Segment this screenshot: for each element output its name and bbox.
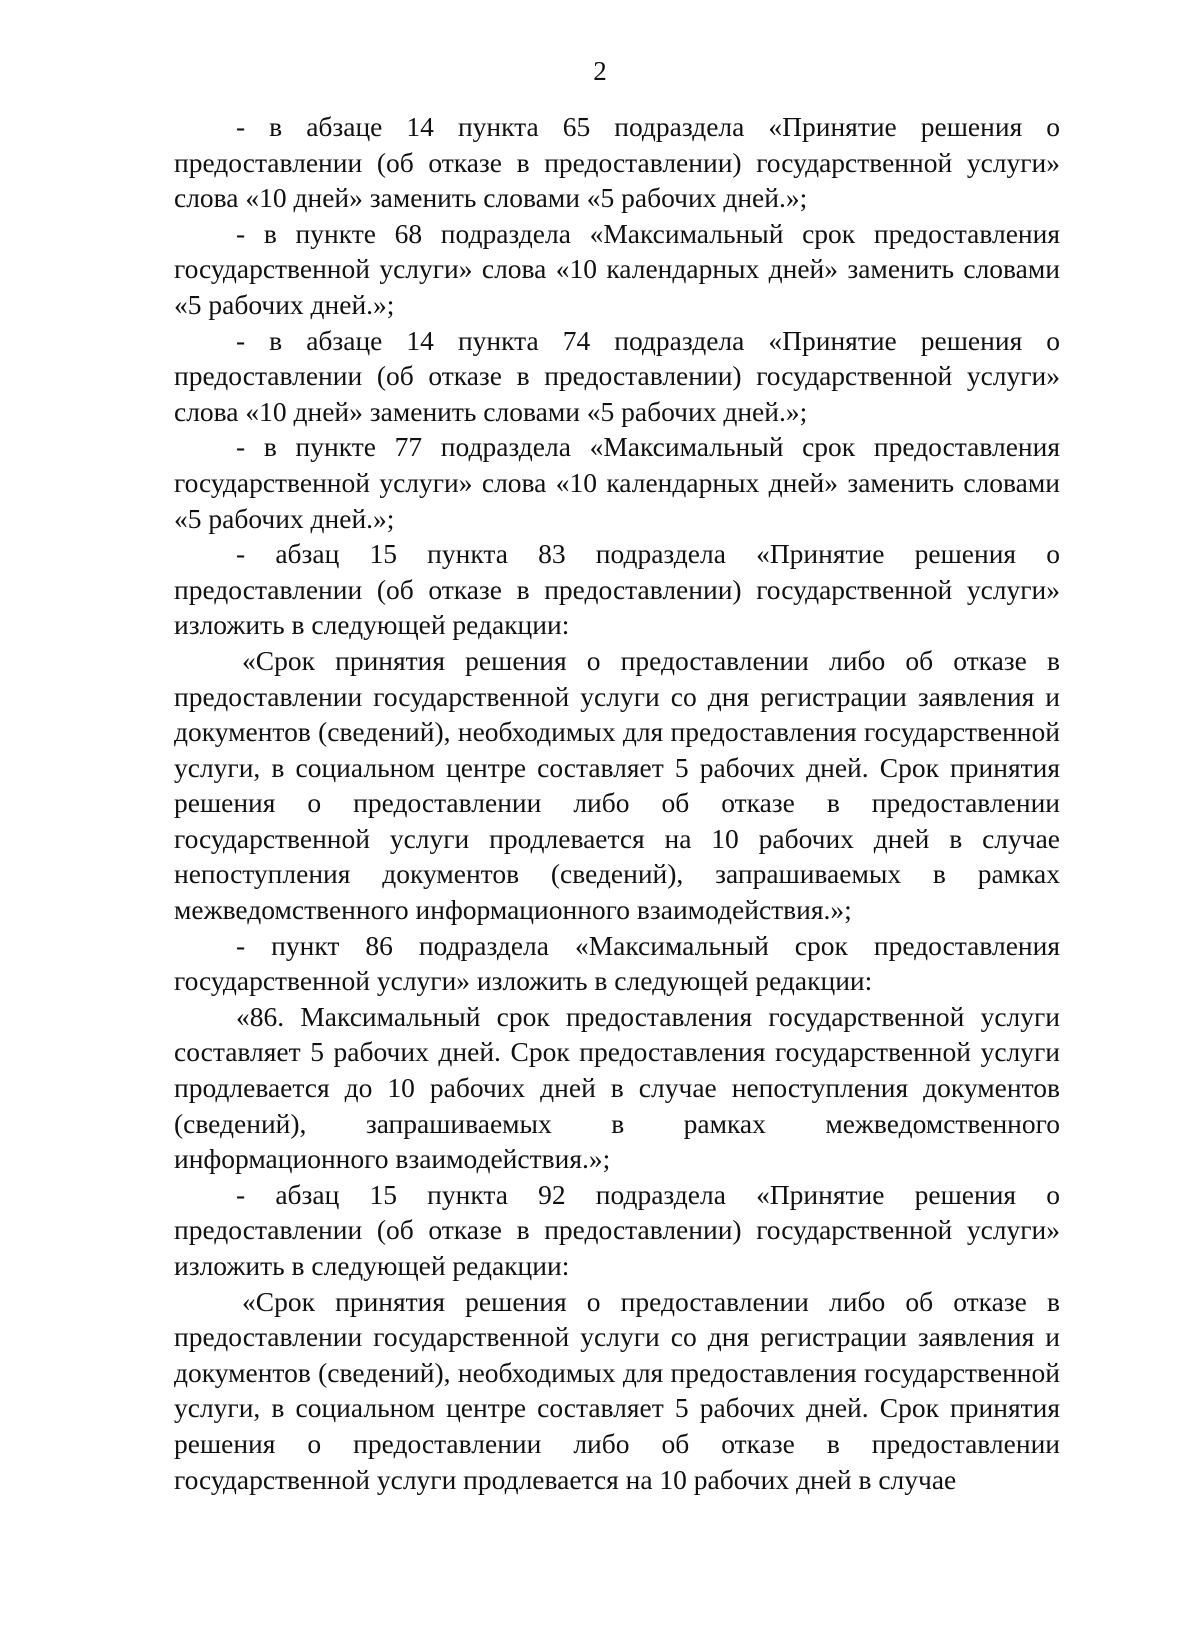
quote-paragraph-83: «Срок принятия решения о предоставлении либо об отказе в предоставлении государственной услуги со дня регистрации заявления и документов (сведений), необходимых для предоставления государственной услуги, в социальном центре составляет 5 рабочих дней. Срок принятия решения о предоставлении либо об отказе в предоставлении государственной услуги продлевается на 10 рабочих дней в случае непоступления документов (сведений), запрашиваемых в рамках межведомственного информационного взаимодействия.»; bbox=[174, 644, 1060, 926]
paragraph-amend-83: - абзац 15 пункта 83 подраздела «Принятие решения о предоставлении (об отказе в предоставлении) государственной услуги» изложить в следующей редакции: bbox=[174, 538, 1060, 641]
document-body bbox=[174, 109, 1060, 1497]
paragraph-amend-68: - в пункте 68 подраздела «Максимальный срок предоставления государственной услуги» слова «10 календарных дней» заменить словами «5 рабочих дней.»; bbox=[174, 217, 1060, 320]
page-number: 2 bbox=[593, 56, 607, 86]
paragraph-amend-92: - абзац 15 пункта 92 подраздела «Принятие решения о предоставлении (об отказе в предоставлении) государственной услуги» изложить в следующей редакции: bbox=[174, 1178, 1060, 1281]
paragraph-amend-86: - пункт 86 подраздела «Максимальный срок предоставления государственной услуги» изложить в следующей редакции: bbox=[174, 929, 1060, 997]
quote-paragraph-92: «Срок принятия решения о предоставлении либо об отказе в предоставлении государственной услуги со дня регистрации заявления и документов (сведений), необходимых для предоставления государственной услуги, в социальном центре составляет 5 рабочих дней. Срок принятия решения о предоставлении либо об отказе в предоставлении государственной услуги продлевается на 10 рабочих дней в случае bbox=[174, 1285, 1060, 1495]
paragraph-amend-77: - в пункте 77 подраздела «Максимальный срок предоставления государственной услуги» слова «10 календарных дней» заменить словами «5 рабочих дней.»; bbox=[174, 431, 1060, 534]
quote-paragraph-86: «86. Максимальный срок предоставления государственной услуги составляет 5 рабочих дней. Срок предоставления государственной услуги продлевается до 10 рабочих дней в случае непоступления документов (сведений), запрашиваемых в рамках межведомственного информационного взаимодействия.»; bbox=[174, 1000, 1060, 1175]
paragraph-amend-74: - в абзаце 14 пункта 74 подраздела «Принятие решения о предоставлении (об отказе в предоставлении) государственной услуги» слова «10 дней» заменить словами «5 рабочих дней.»; bbox=[174, 324, 1060, 427]
paragraph-amend-65: - в абзаце 14 пункта 65 подраздела «Принятие решения о предоставлении (об отказе в предоставлении) государственной услуги» слова «10 дней» заменить словами «5 рабочих дней.»; bbox=[174, 111, 1060, 214]
